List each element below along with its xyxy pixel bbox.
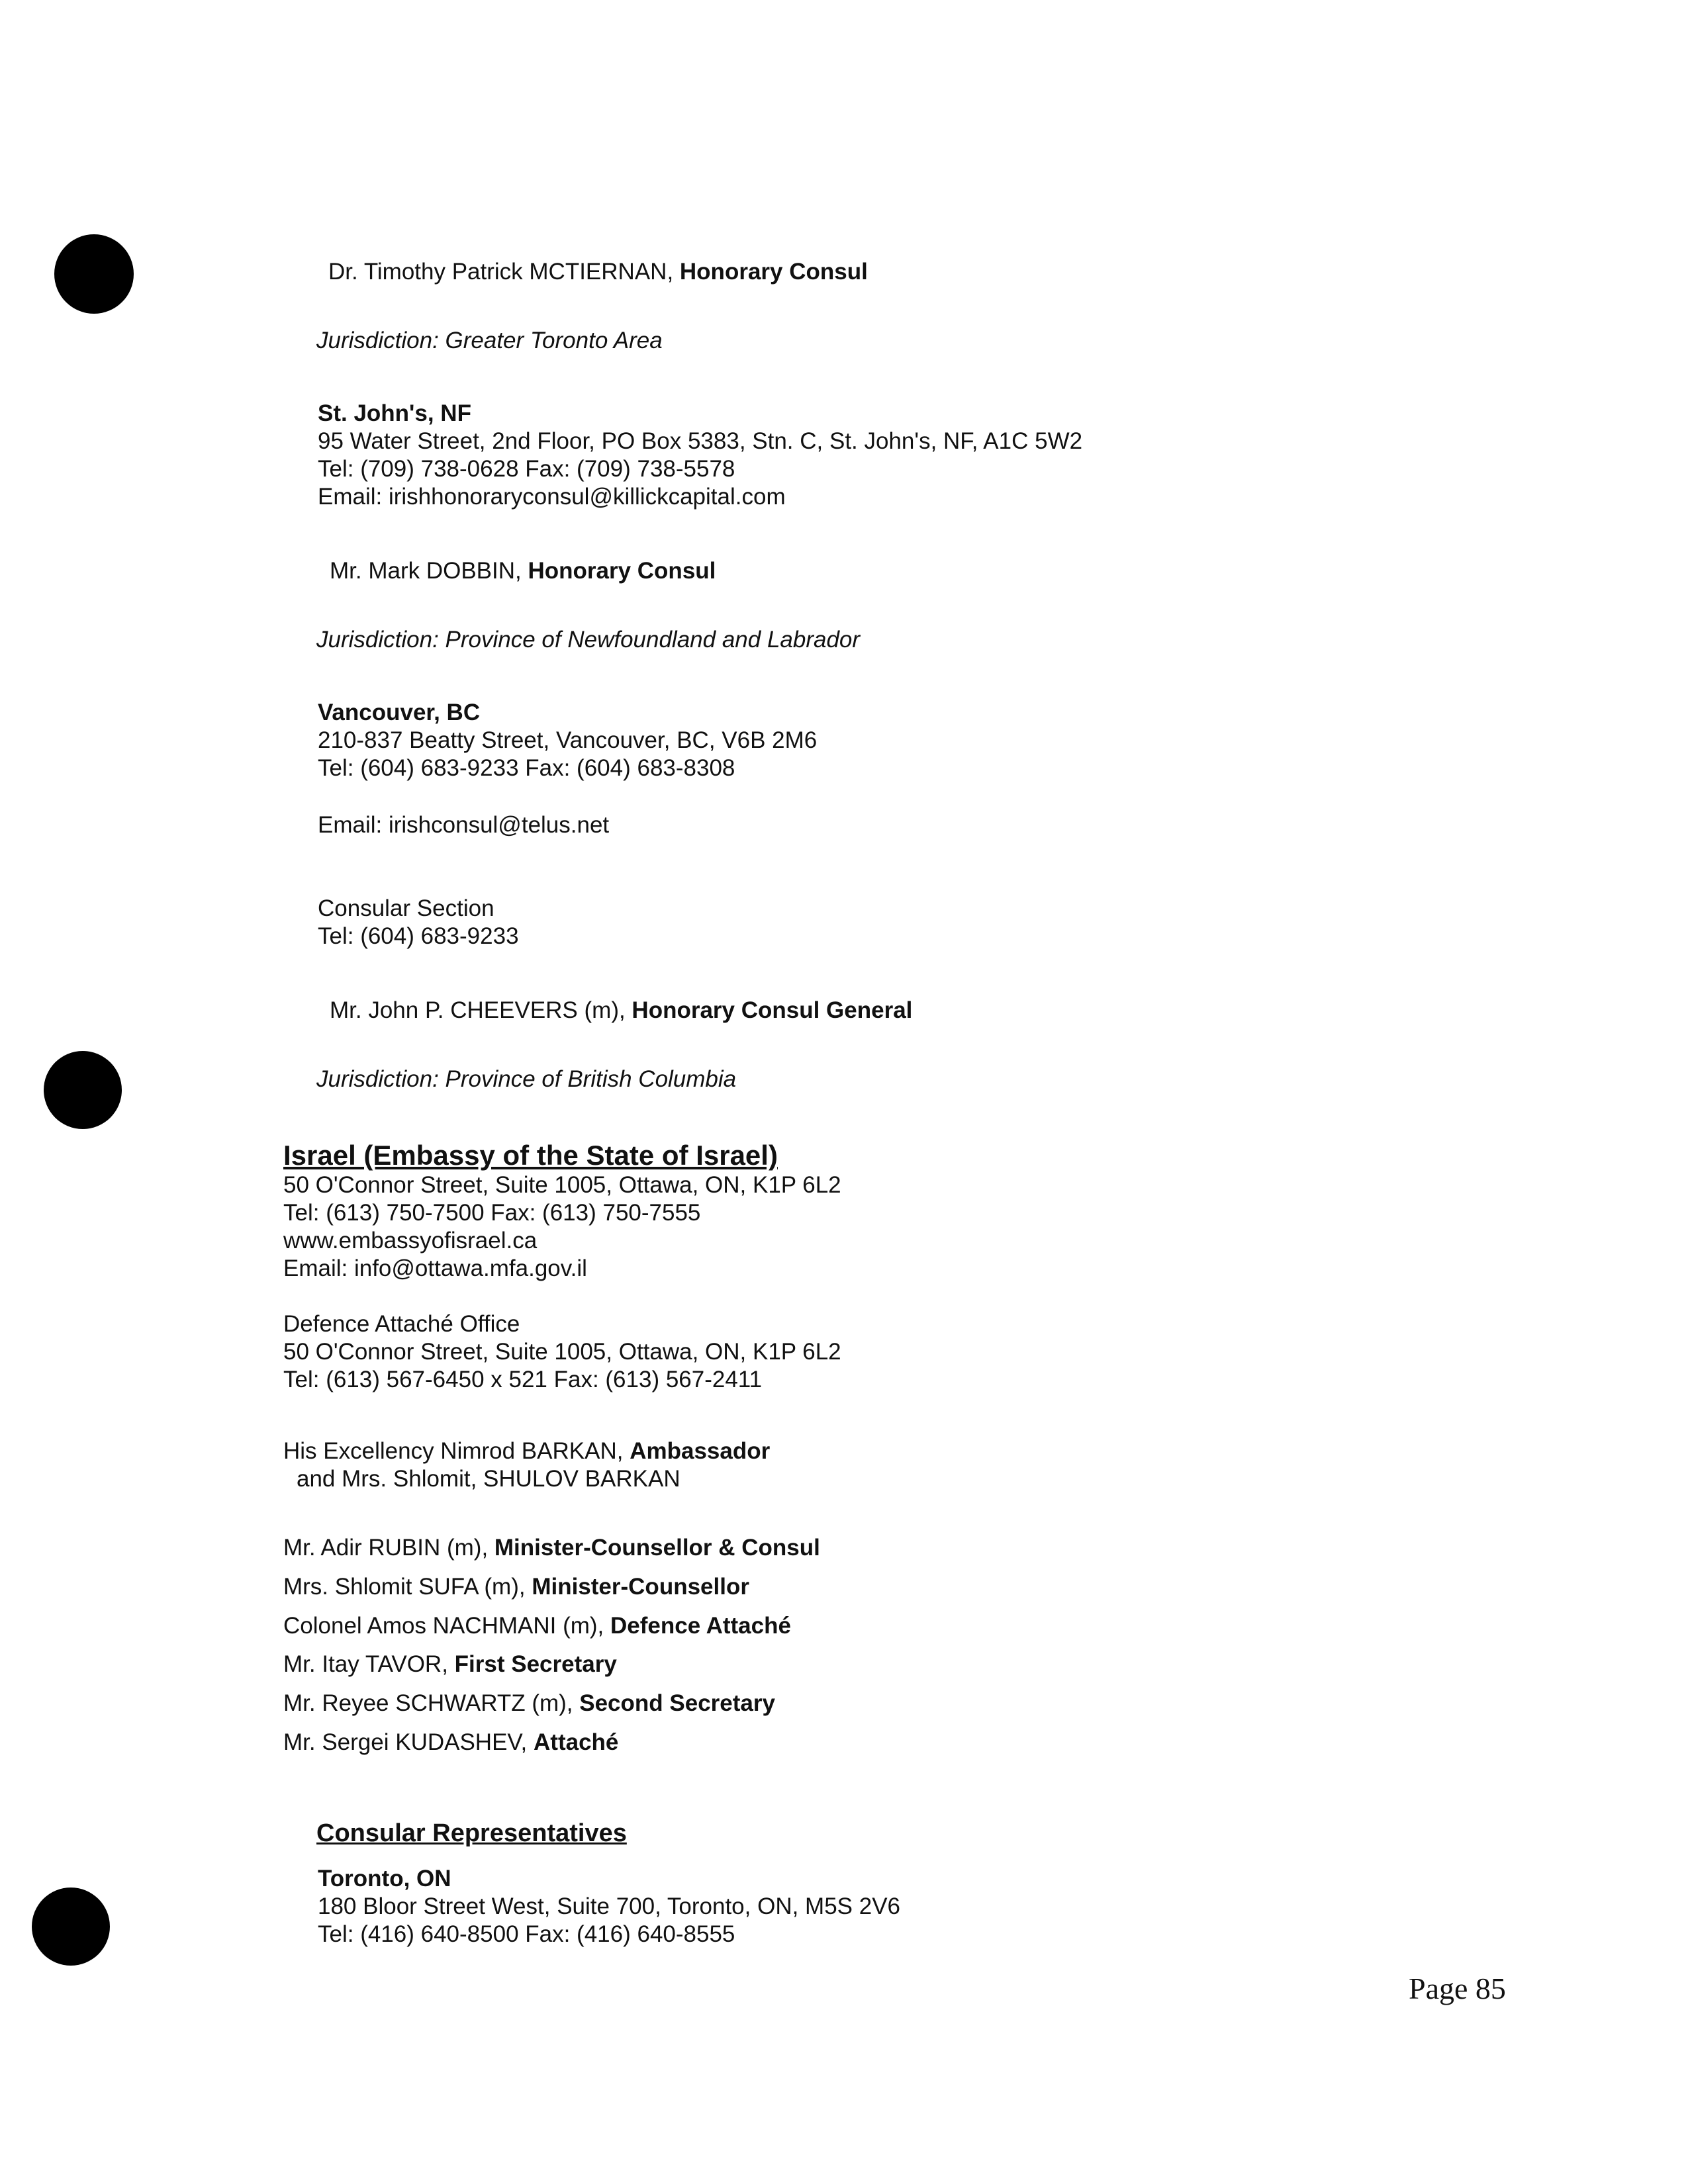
consular-section-phone: Tel: (604) 683-9233 [318, 923, 519, 949]
staff-row [283, 1612, 791, 1640]
consul-title: Honorary Consul [528, 558, 716, 584]
staff-title: First Secretary [454, 1651, 617, 1677]
page-number: Page 85 [1409, 1972, 1506, 2005]
phone-fax: Tel: (416) 640-8500 Fax: (416) 640-8555 [318, 1921, 735, 1947]
consul-name: Dr. Timothy Patrick MCTIERNAN, [328, 259, 680, 285]
punch-hole-middle [44, 1051, 122, 1129]
address: 210-837 Beatty Street, Vancouver, BC, V6B 2M6 [318, 727, 818, 753]
punch-hole-top [54, 234, 134, 314]
ambassador-spouse: and Mrs. Shlomit, SHULOV BARKAN [297, 1466, 680, 1492]
consular-section: Consular Section [318, 895, 494, 921]
staff-name: Mr. Reyee SCHWARTZ (m), [283, 1690, 580, 1716]
email: Email: info@ottawa.mfa.gov.il [283, 1255, 587, 1281]
email: Email: irishhonoraryconsul@killickcapital.com [318, 484, 786, 510]
staff-title: Defence Attaché [610, 1613, 791, 1639]
punch-hole-bottom [32, 1888, 110, 1966]
address: 95 Water Street, 2nd Floor, PO Box 5383, Stn. C, St. John's, NF, A1C 5W2 [318, 428, 1083, 454]
staff-row [283, 1729, 618, 1756]
staff-title: Second Secretary [579, 1690, 775, 1716]
defence-phone-fax: Tel: (613) 567-6450 x 521 Fax: (613) 567-2411 [283, 1367, 763, 1392]
ambassador-title: Ambassador [630, 1438, 771, 1464]
jurisdiction: Jurisdiction: Province of Newfoundland and Labrador [316, 627, 861, 653]
phone-fax: Tel: (613) 750-7500 Fax: (613) 750-7555 [283, 1200, 701, 1226]
staff-title: Minister-Counsellor [532, 1574, 749, 1600]
staff-row [283, 1573, 749, 1601]
staff-row [283, 1690, 775, 1717]
address: 180 Bloor Street West, Suite 700, Toronto, ON, M5S 2V6 [318, 1893, 901, 1919]
consul-line [330, 557, 716, 585]
staff-name: Mr. Itay TAVOR, [283, 1651, 455, 1677]
ambassador-line [283, 1437, 770, 1465]
staff-row [283, 1534, 820, 1562]
address: 50 O'Connor Street, Suite 1005, Ottawa, ON, K1P 6L2 [283, 1172, 841, 1198]
phone-fax: Tel: (709) 738-0628 Fax: (709) 738-5578 [318, 456, 735, 482]
phone-fax: Tel: (604) 683-9233 Fax: (604) 683-8308 [318, 755, 735, 781]
staff-name: Mr. Sergei KUDASHEV, [283, 1729, 534, 1755]
consul-name: Mr. Mark DOBBIN, [330, 558, 528, 584]
website: www.embassyofisrael.ca [283, 1228, 538, 1253]
city-heading: St. John's, NF [318, 400, 471, 426]
jurisdiction: Jurisdiction: Greater Toronto Area [316, 328, 663, 353]
consul-title: Honorary Consul General [632, 997, 913, 1023]
defence-office: Defence Attaché Office [283, 1311, 520, 1337]
country-heading: Israel (Embassy of the State of Israel) [283, 1140, 778, 1171]
staff-name: Mr. Adir RUBIN (m), [283, 1535, 494, 1561]
city-heading: Toronto, ON [318, 1866, 451, 1891]
staff-name: Colonel Amos NACHMANI (m), [283, 1613, 610, 1639]
consul-line [328, 258, 868, 286]
staff-row [283, 1651, 617, 1678]
email: Email: irishconsul@telus.net [318, 812, 610, 838]
consul-line [330, 997, 912, 1024]
defence-address: 50 O'Connor Street, Suite 1005, Ottawa, ON, K1P 6L2 [283, 1339, 841, 1365]
staff-title: Minister-Counsellor & Consul [494, 1535, 820, 1561]
consul-title: Honorary Consul [679, 259, 868, 285]
consular-representatives-heading: Consular Representatives [316, 1819, 627, 1847]
staff-title: Attaché [534, 1729, 619, 1755]
consul-name: Mr. John P. CHEEVERS (m), [330, 997, 632, 1023]
city-heading: Vancouver, BC [318, 700, 481, 725]
ambassador-name: His Excellency Nimrod BARKAN, [283, 1438, 630, 1464]
staff-name: Mrs. Shlomit SUFA (m), [283, 1574, 532, 1600]
jurisdiction: Jurisdiction: Province of British Columbia [316, 1066, 737, 1092]
